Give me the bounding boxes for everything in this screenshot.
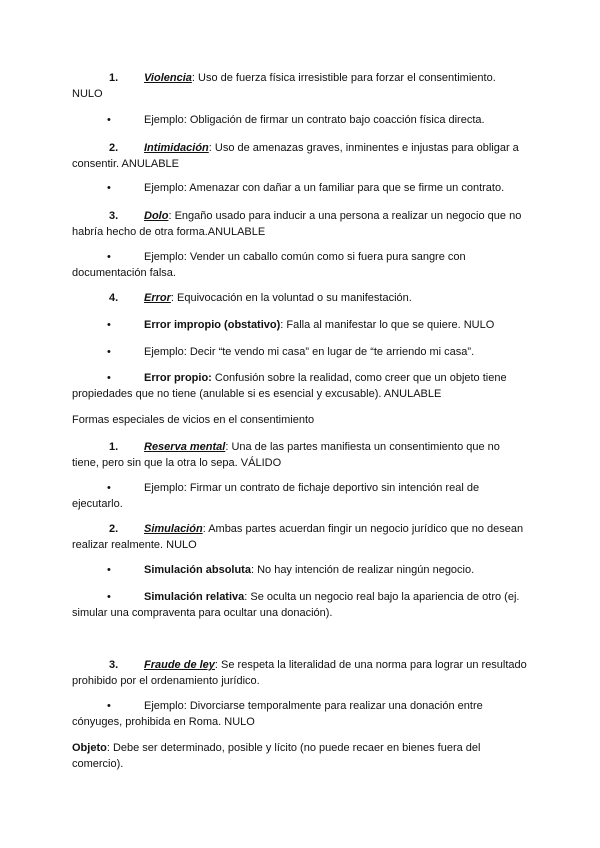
bullet: • [107,482,111,494]
bullet: • [107,591,111,603]
term-simulacion: Simulación [144,523,203,535]
bullet: • [107,700,111,712]
term-error: Error [144,292,171,304]
example-intimidacion: • Ejemplo: Amenazar con dañar a un familiar para que se firme un contrato. [72,180,528,196]
term-dolo: Dolo [144,210,169,222]
bullet: • [107,251,111,263]
bullet: • [107,372,111,384]
item-fraude-de-ley: 3. Fraude de ley: Se respeta la literalidad de una norma para lograr un resultado prohibido por el ordenamiento jurídico. [72,659,527,687]
bullet: • [107,319,111,331]
item-dolo: 3. Dolo: Engaño usado para inducir a una persona a realizar un negocio que no habría hecho de otra forma.ANULABLE [72,210,522,238]
example-reserva-mental: • Ejemplo: Firmar un contrato de fichaje deportivo sin intención real de ejecutarlo. [72,482,480,510]
bullet: • [107,114,111,126]
bullet: • [107,182,111,194]
item-simulacion-relativa: • Simulación relativa: Se oculta un negocio real bajo la apariencia de otro (ej. simular una compraventa para ocultar una donación). [72,591,520,619]
example-violencia: • Ejemplo: Obligación de firmar un contrato bajo coacción física directa. [72,112,528,128]
item-error-impropio: • Error impropio (obstativo): Falla al manifestar lo que se quiere. NULO [72,317,528,333]
term-reserva-mental: Reserva mental [144,441,226,453]
bullet: • [107,564,111,576]
example-fraude-de-ley: • Ejemplo: Divorciarse temporalmente para realizar una donación entre cónyuges, prohibida en Roma. NULO [72,700,483,728]
item-objeto: Objeto: Debe ser determinado, posible y lícito (no puede recaer en bienes fuera del comercio). [72,742,481,770]
item-error: 4. Error: Equivocación en la voluntad o su manifestación. [109,292,412,304]
term-fraude-de-ley: Fraude de ley [144,659,215,671]
item-simulacion-absoluta: • Simulación absoluta: No hay intención de realizar ningún negocio. [72,562,528,578]
item-violencia: 1. Violencia: Uso de fuerza física irresistible para forzar el consentimiento. NULO [72,72,496,100]
example-error-impropio: • Ejemplo: Decir “te vendo mi casa” en lugar de “te arriendo mi casa”. [72,344,528,360]
item-intimidacion: 2. Intimidación: Uso de amenazas graves, inminentes e injustas para obligar a consentir. ANULABLE [72,142,519,170]
item-reserva-mental: 1. Reserva mental: Una de las partes manifiesta un consentimiento que no tiene, pero sin que la otra lo sepa. VÁLIDO [72,441,500,469]
example-dolo: • Ejemplo: Vender un caballo común como si fuera pura sangre con documentación falsa. [72,251,466,279]
section-heading: Formas especiales de vicios en el consentimiento [72,414,315,426]
term-violencia: Violencia [144,72,192,84]
item-simulacion: 2. Simulación: Ambas partes acuerdan fingir un negocio jurídico que no desean realizar realmente. NULO [72,523,524,551]
term-intimidacion: Intimidación [144,142,209,154]
item-error-propio: • Error propio: Confusión sobre la realidad, como creer que un objeto tiene propiedades que no tiene (anulable si es esencial y excusable). ANULABLE [72,372,507,400]
bullet: • [107,346,111,358]
